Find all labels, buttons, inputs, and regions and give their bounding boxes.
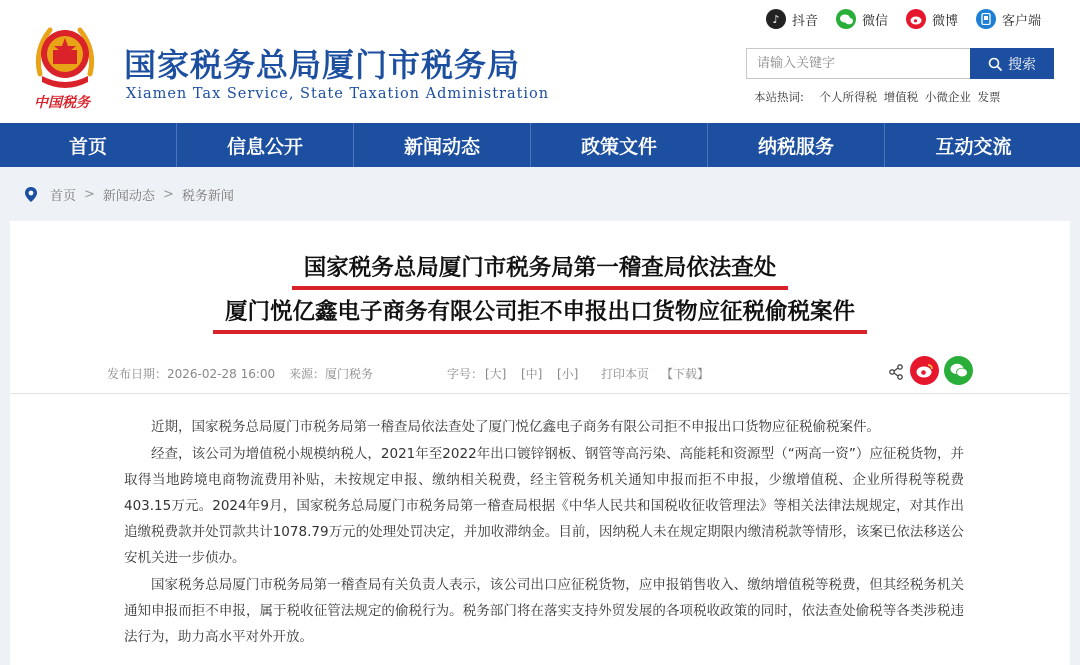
social-label: 微信 [862, 13, 889, 29]
hotword-link[interactable]: 个人所得税 [819, 90, 878, 104]
social-links [766, 9, 1059, 29]
article-title-line2: 厦门悦亿鑫电子商务有限公司拒不申报出口货物应征税偷税案件 [10, 294, 1070, 334]
font-size-label: 字号： [447, 367, 484, 381]
douyin-icon: ♪ [766, 9, 786, 29]
share-wechat-button[interactable] [944, 356, 973, 385]
article-paragraph: 国家税务总局厦门市税务局第一稽查局有关负责人表示，该公司出口应征税货物，应申报销售收入、缴纳增值税等税费，但其经税务机关通知申报而拒不申报，属于税收征管法规定的偷税行为。税务部门将在落实支持外贸发展的各项税收政策的同时，依法查处偷税等各类涉税违法行为，助力高水平对外开放。 [124, 577, 964, 645]
breadcrumb [24, 185, 234, 204]
hotword-link[interactable]: 小微企业 [924, 90, 971, 104]
nav-item-interact[interactable]: 互动交流 [935, 135, 1012, 158]
font-size-small[interactable]: [小] [557, 367, 579, 381]
article-title-line1: 国家税务总局厦门市税务局第一稽查局依法查处 [10, 250, 1070, 290]
search-button[interactable] [970, 48, 1054, 79]
breadcrumb-tax-news[interactable]: 税务新闻 [181, 189, 234, 204]
nav-item-service[interactable]: 纳税服务 [708, 123, 885, 167]
search-icon [988, 57, 1002, 71]
wechat-icon [836, 9, 856, 29]
social-douyin[interactable] [766, 9, 818, 29]
search-input[interactable] [746, 48, 970, 79]
tax-emblem-logo[interactable] [28, 16, 102, 112]
site-header [0, 0, 1080, 123]
nav-item-info[interactable]: 信息公开 [177, 123, 354, 167]
breadcrumb-news[interactable]: 新闻动态 [102, 189, 155, 204]
meta-divider [10, 393, 1070, 394]
weibo-icon [916, 363, 934, 378]
search-box [746, 48, 1054, 79]
social-label: 客户端 [1002, 13, 1042, 29]
breadcrumb-separator: > [84, 187, 95, 202]
article-paragraph: 近期，国家税务总局厦门市税务局第一稽查局依法查处了厦门悦亿鑫电子商务有限公司拒不申报出口货物应征税偷税案件。 [151, 419, 880, 435]
main-nav [0, 123, 1080, 167]
article-paragraph: 经查，该公司为增值税小规模纳税人，2021年至2022年出口镀锌钢板、钢管等高污染、高能耗和资源型（“两高一资”）应征税货物，并取得当地跨境电商物流费用补贴，未按规定申报、缴纳相关税费，经主管税务机关通知申报而拒不申报，少缴增值税、企业所得税等税费403.15万元。2024年9月，国家税务总局厦门市税务局第一稽查局根据《中华人民共和国税收征收管理法》等相关法律法规规定，对其作出追缴税费款并处罚款共计1078.79万元的处理处罚决定，并加收滞纳金。目前，因纳税人未在规定期限内缴清税款等情形，该案已依法移送公安机关进一步侦办。 [124, 446, 964, 566]
client-icon [976, 9, 996, 29]
nav-item-news[interactable]: 新闻动态 [354, 123, 531, 167]
font-size-large[interactable]: [大] [485, 367, 507, 381]
article-source: 来源：厦门税务 [289, 367, 374, 381]
social-label: 微博 [932, 13, 959, 29]
social-label: 抖音 [792, 13, 819, 29]
breadcrumb-home[interactable]: 首页 [50, 189, 77, 204]
search-button-label: 搜索 [1008, 56, 1036, 73]
article-panel [10, 221, 1070, 665]
site-title[interactable]: 国家税务总局厦门市税务局 [124, 46, 521, 84]
site-subtitle: Xiamen Tax Service, State Taxation Administration [126, 86, 550, 102]
hotword-link[interactable]: 增值税 [883, 90, 919, 104]
weibo-icon [906, 9, 926, 29]
hotwords [754, 89, 1004, 105]
publish-date: 发布日期：2026-02-28 16:00 [107, 367, 276, 381]
nav-item-home[interactable]: 首页 [0, 123, 177, 167]
social-weibo[interactable] [906, 9, 958, 29]
hotwords-label: 本站热词: [754, 90, 804, 104]
article-body [124, 414, 964, 651]
location-pin-icon [24, 186, 38, 203]
share-icon[interactable] [888, 364, 904, 380]
wechat-icon [950, 363, 968, 378]
font-size-medium[interactable]: [中] [521, 367, 543, 381]
breadcrumb-separator: > [162, 187, 174, 202]
print-button[interactable]: 打印本页 [601, 367, 650, 381]
hotword-link[interactable]: 发票 [977, 90, 1001, 104]
share-weibo-button[interactable] [910, 356, 939, 385]
nav-item-policy[interactable]: 政策文件 [531, 123, 708, 167]
social-client[interactable] [976, 9, 1041, 29]
download-button[interactable]: 【下载】 [661, 367, 710, 381]
emblem-text: 中国税务 [34, 95, 90, 111]
social-wechat[interactable] [836, 9, 888, 29]
